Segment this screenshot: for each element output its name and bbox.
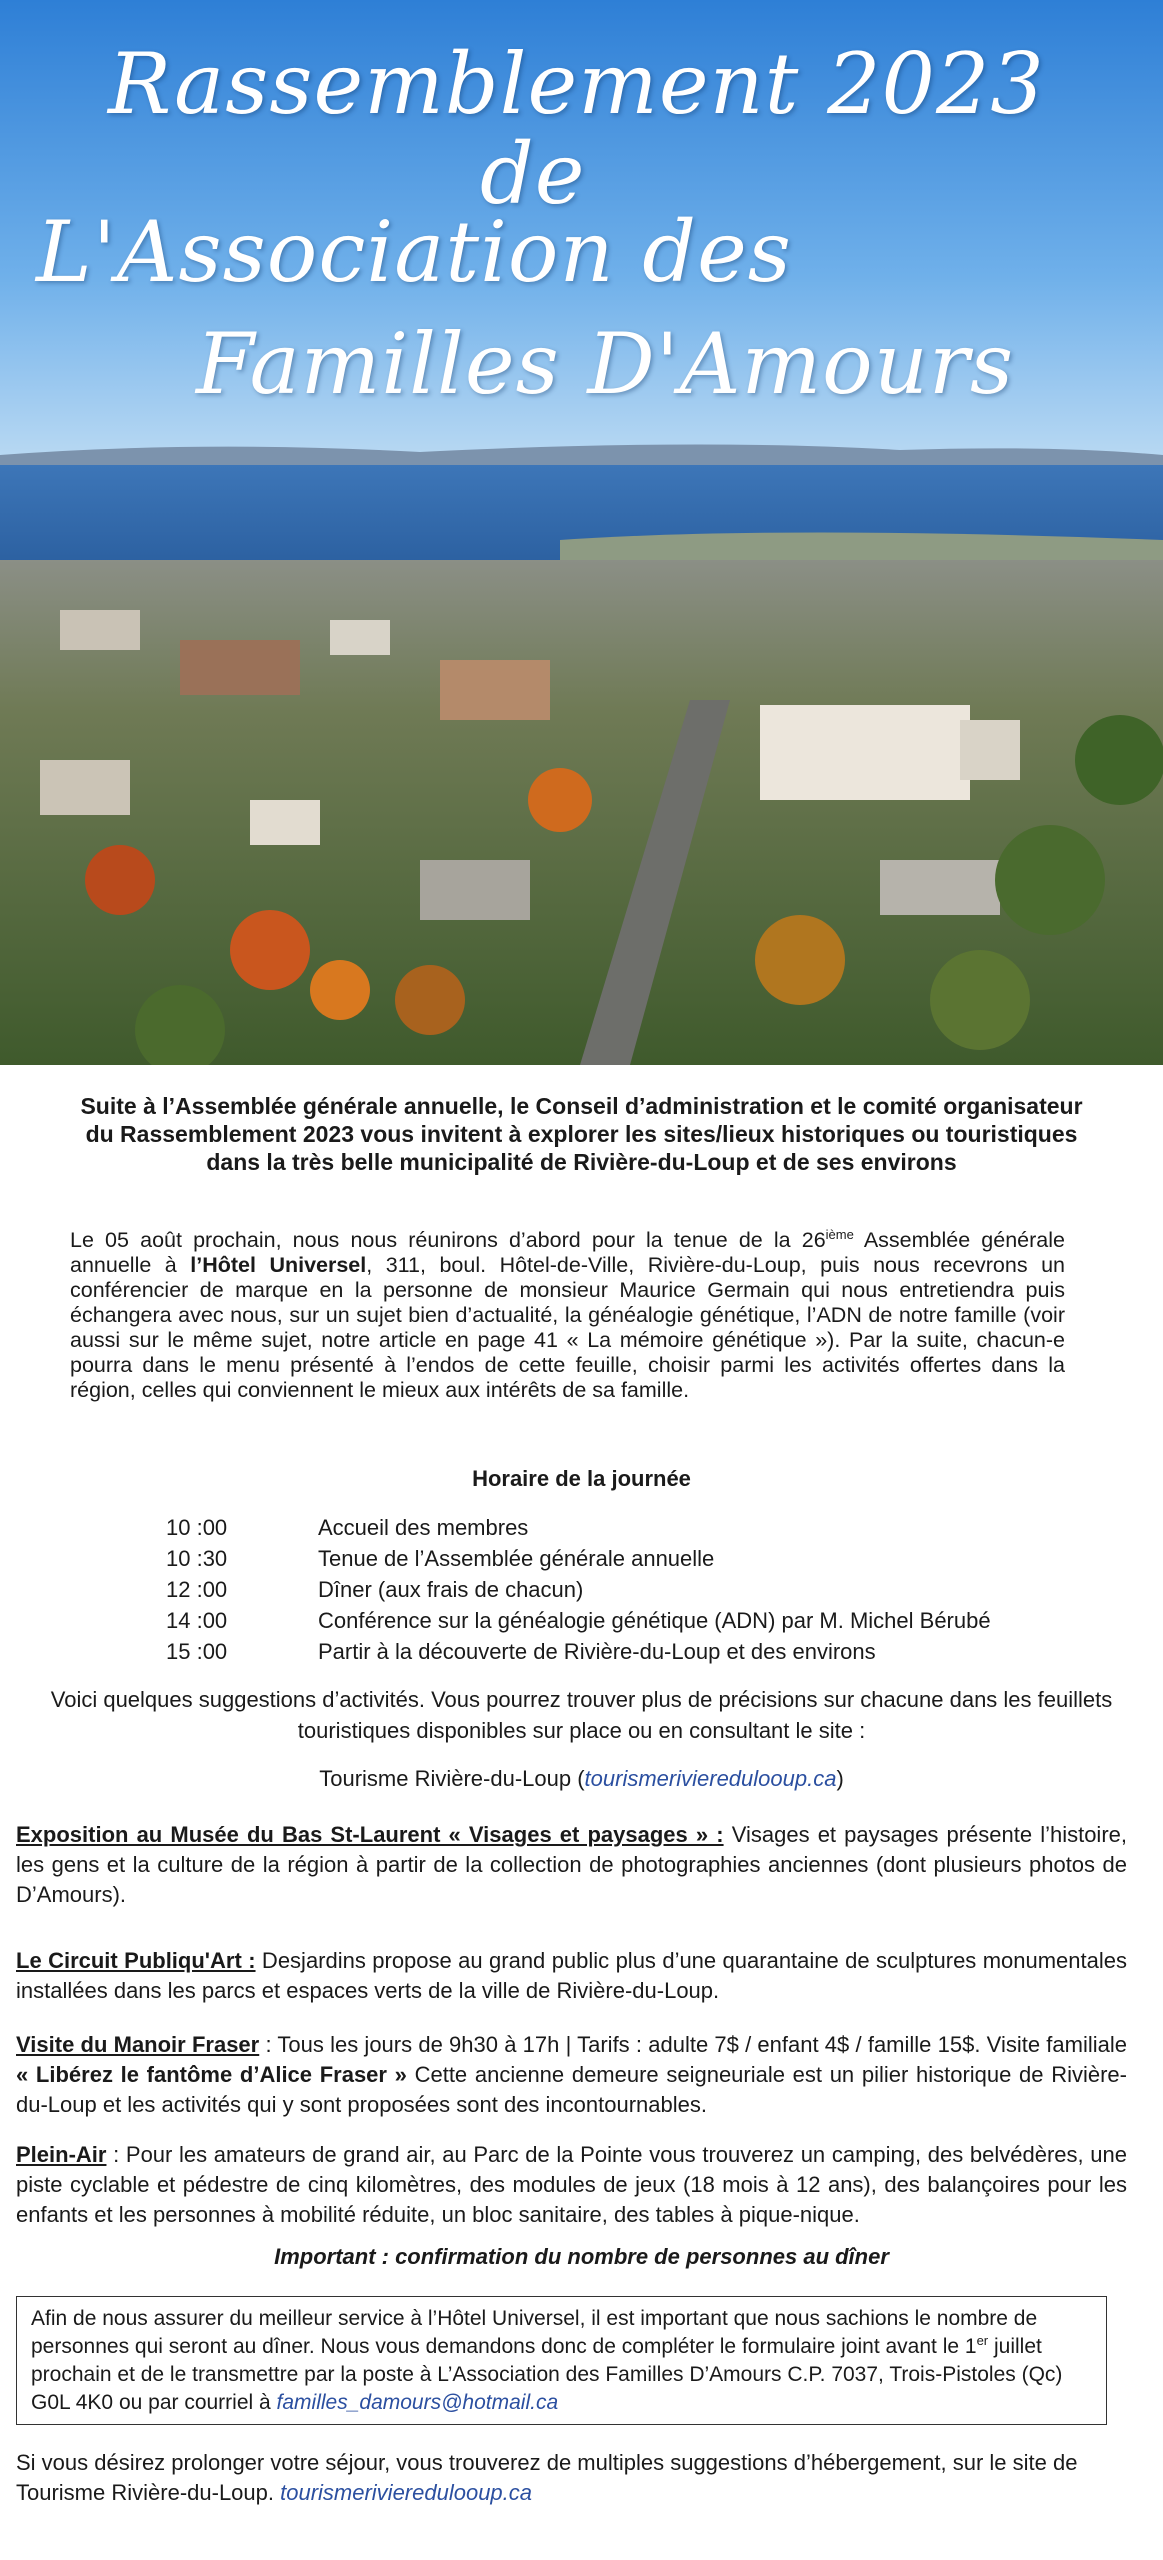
- activity-heading: Visite du Manoir Fraser: [16, 2032, 260, 2057]
- title-line-1: Rassemblement 2023: [108, 35, 1045, 133]
- schedule-event: Conférence sur la généalogie génétique (ADN) par M. Michel Bérubé: [318, 1608, 991, 1633]
- schedule-list: [166, 1512, 991, 1667]
- activity-bold: « Libérez le fantôme d’Alice Fraser »: [16, 2062, 407, 2087]
- activity-text: Desjardins propose au grand public plus d’une quarantaine de sculptures monumentales installées dans les parcs et espaces verts de la ville de Rivière-du-Loup.: [16, 1948, 1127, 2003]
- activity-plein-air: [16, 2140, 1127, 2230]
- box-text: juillet prochain et de le transmettre par la poste à L’Association des Familles D’Amours C.P. 7037, Trois-Pistoles (Qc) G0L 4K0 ou par courriel à: [31, 2335, 1063, 2414]
- paragraph-text: Assemblée générale annuelle à: [70, 1228, 1065, 1277]
- box-text: Afin de nous assurer du meilleur service à l’Hôtel Universel, il est important que nous sachions le nombre de personnes qui seront au dîner. Nous vous demandons donc de compléter le formulaire joint avant le 1: [31, 2307, 1038, 2358]
- activity-text: Visages et paysages présente l’histoire, les gens et la culture de la région à partir de la collection de photographies anciennes (dont plusieurs photos de D’Amours).: [16, 1822, 1127, 1907]
- suggestions-text: Voici quelques suggestions d’activités. Vous pourrez trouver plus de précisions sur chacune dans les feuillets touristiques disponibles sur place ou en consultant le site :: [50, 1687, 1113, 1743]
- hero-photo: [0, 0, 1163, 1065]
- paragraph-assembly: [70, 1228, 1065, 1403]
- tourism-close: ): [836, 1766, 844, 1791]
- tourism-site-line: [0, 1766, 1163, 1792]
- title-line-3: L'Association des: [36, 203, 792, 301]
- activity-text: Cette ancienne demeure seigneuriale est un pilier historique de Rivière-du-Loup et les activités qui y sont proposées sont des incontournables.: [16, 2062, 1127, 2117]
- hotel-name: l’Hôtel Universel: [190, 1253, 367, 1277]
- email-link[interactable]: familles_damours@hotmail.ca: [276, 2391, 559, 2414]
- schedule-title: Horaire de la journée: [472, 1466, 691, 1491]
- activity-manoir: [16, 2030, 1127, 2120]
- closing-link[interactable]: tourismerivieredulooup.ca: [280, 2480, 533, 2505]
- schedule-time: 10 :30: [166, 1546, 228, 1571]
- ordinal-suffix: er: [976, 2333, 989, 2348]
- activity-heading: Exposition au Musée du Bas St-Laurent « Visages et paysages » :: [16, 1822, 724, 1847]
- paragraph-text: Le 05 août prochain, nous nous réunirons d’abord pour la tenue de la 26: [70, 1228, 826, 1252]
- important-heading: Important : confirmation du nombre de personnes au dîner: [274, 2244, 889, 2269]
- ordinal-suffix: ième: [825, 1226, 854, 1242]
- activity-publiquart: [16, 1946, 1127, 2006]
- schedule-time: 15 :00: [166, 1639, 228, 1664]
- closing-paragraph: [16, 2448, 1127, 2508]
- schedule-row: [166, 1574, 991, 1605]
- intro-heading: Suite à l’Assemblée générale annuelle, le Conseil d’administration et le comité organisateur du Rassemblement 2023 vous invitent à explorer les sites/lieux historiques ou touristiques dans la très belle municipalité de Rivière-du-Loup et de ses environs: [80, 1093, 1083, 1175]
- activity-museum: [16, 1820, 1127, 1910]
- schedule-time: 14 :00: [166, 1608, 228, 1633]
- schedule-row: [166, 1636, 991, 1667]
- schedule-event: Accueil des membres: [318, 1515, 529, 1540]
- tourism-label: Tourisme Rivière-du-Loup (: [319, 1766, 585, 1791]
- closing-text: Si vous désirez prolonger votre séjour, vous trouverez de multiples suggestions d’hébergement, sur le site de Tourisme Rivière-du-Loup.: [16, 2450, 1078, 2505]
- activity-heading: Plein-Air: [16, 2142, 107, 2167]
- schedule-event: Partir à la découverte de Rivière-du-Loup et des environs: [318, 1639, 876, 1664]
- schedule-row: [166, 1605, 991, 1636]
- schedule-row: [166, 1512, 991, 1543]
- confirmation-box: [16, 2296, 1107, 2425]
- activity-text: : Pour les amateurs de grand air, au Parc de la Pointe vous trouverez un camping, des belvédères, une piste cyclable et pédestre de cinq kilomètres, des modules de jeux (18 mois à 12 ans), des balançoires pour les enfants et les personnes à mobilité réduite, un bloc sanitaire, des tables à pique-nique.: [16, 2142, 1127, 2227]
- schedule-event: Tenue de l’Assemblée générale annuelle: [318, 1546, 715, 1571]
- tourism-link[interactable]: tourismerivieredulooup.ca: [584, 1766, 837, 1791]
- schedule-event: Dîner (aux frais de chacun): [318, 1577, 584, 1602]
- title-line-4: Familles D'Amours: [196, 315, 1015, 413]
- title-line-2: de: [480, 125, 586, 223]
- activity-text: : Tous les jours de 9h30 à 17h | Tarifs : adulte 7$ / enfant 4$ / famille 15$. Visite familiale: [259, 2032, 1127, 2057]
- schedule-row: [166, 1543, 991, 1574]
- activity-heading: Le Circuit Publiqu'Art :: [16, 1948, 256, 1973]
- paragraph-text: , 311, boul. Hôtel-de-Ville, Rivière-du-Loup, puis nous recevrons un conférencier de marque en la personne de monsieur Maurice Germain qui nous entretiendra puis échangera avec nous, sur un sujet bien d’actualité, la généalogie génétique, l’ADN de notre famille (voir aussi sur le même sujet, notre article en page 41 « La mémoire génétique »). Par la suite, chacun-e pourra dans le menu présenté à l’endos de cette feuille, choisir parmi les activités offertes dans la région, celles qui conviennent le mieux aux intérêts de sa famille.: [70, 1253, 1065, 1402]
- schedule-time: 12 :00: [166, 1577, 228, 1602]
- schedule-time: 10 :00: [166, 1515, 228, 1540]
